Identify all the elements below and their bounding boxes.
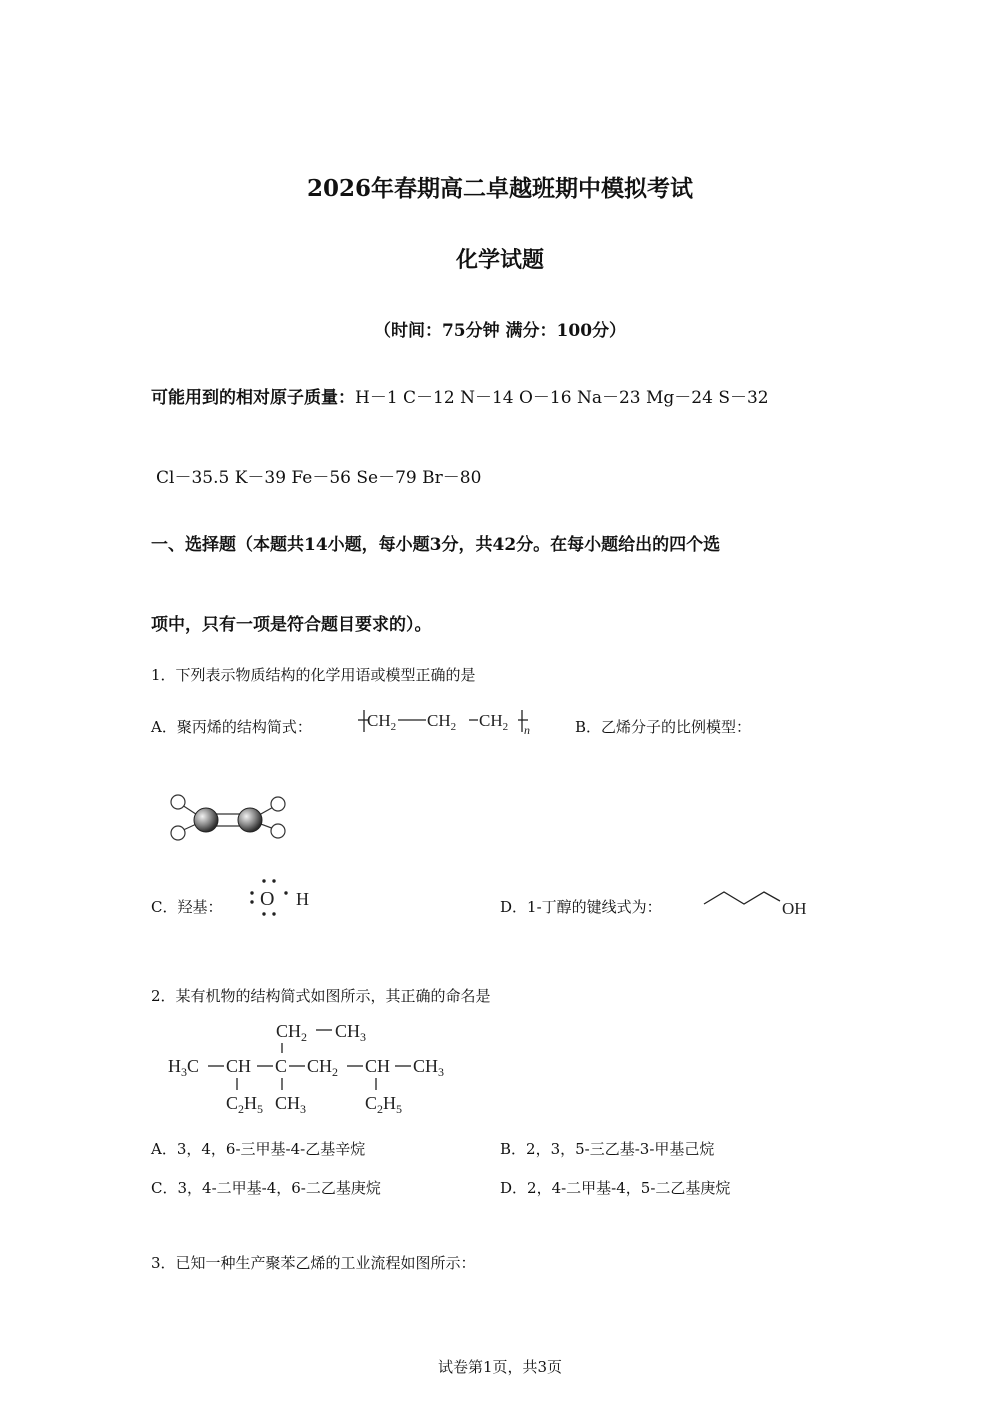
page-footer: 试卷第1页，共3页 — [437, 1358, 563, 1376]
svg-text:CH2: $CH_2$ — [479, 711, 509, 733]
q1-stem: 1．下列表示物质结构的化学用语或模型正确的是 — [151, 666, 476, 684]
q2-structural-formula — [160, 1012, 470, 1124]
svg-text:CH3: $CH_3$ — [275, 1093, 307, 1116]
section-heading-line-1: 一、选择题（本题共14小题，每小题3分，共42分。在每小题给出的四个选 — [151, 535, 721, 555]
q1-option-c: C．羟基： — [151, 898, 223, 916]
q2-option-d: D．2，4-二甲基-4，5-二乙基庚烷 — [500, 1179, 731, 1197]
q2-option-a: A．3，4，6-三甲基-4-乙基辛烷 — [151, 1140, 366, 1158]
svg-text:CH3: $CH_3$ — [335, 1021, 367, 1044]
q1-option-d: D．1-丁醇的键线式为： — [500, 898, 662, 916]
atomic-mass-line-1 — [151, 383, 769, 408]
ethylene-ball-model — [163, 790, 293, 850]
section-heading-line-2: 项中，只有一项是符合题目要求的）。 — [151, 615, 432, 635]
atomic-mass-label: 可能用到的相对原子质量： — [151, 388, 355, 408]
svg-text:H: H — [296, 889, 309, 909]
svg-text:CH2: $CH_2$ — [276, 1021, 308, 1044]
svg-text:C2H5: $C_2H_5$ — [365, 1093, 403, 1116]
svg-text:CH2: $CH_2$ — [367, 711, 397, 733]
svg-text:C2H5: $C_2H_5$ — [226, 1093, 264, 1116]
atomic-mass-values-1: H－1 C－12 N－14 O－16 Na－23 Mg－24 S－32 — [355, 388, 769, 408]
q2-option-c: C．3，4-二甲基-4，6-二乙基庚烷 — [151, 1179, 381, 1197]
q2-stem: 2．某有机物的结构简式如图所示，其正确的命名是 — [151, 987, 491, 1005]
q2-option-b: B．2，3，5-三乙基-3-甲基己烷 — [500, 1140, 715, 1158]
svg-text:CH2: $CH_2$ — [427, 711, 457, 733]
q1-option-a: A．聚丙烯的结构简式： — [151, 718, 312, 736]
hydroxyl-electron-dot — [246, 876, 322, 920]
q1-option-b: B．乙烯分子的比例模型： — [575, 718, 752, 736]
q1-a-polypropylene-formula — [354, 704, 539, 740]
svg-text:n: n — [524, 723, 530, 737]
svg-text:CH: CH — [226, 1056, 252, 1076]
q3-stem: 3．已知一种生产聚苯乙烯的工业流程如图所示： — [151, 1254, 476, 1272]
svg-text:CH2: $CH_2$ — [307, 1056, 339, 1079]
butanol-skeletal-formula — [700, 884, 820, 920]
svg-text:OH: OH — [782, 899, 807, 918]
svg-text:CH3: $CH_3$ — [413, 1056, 445, 1079]
svg-text:CH: CH — [365, 1056, 391, 1076]
exam-title: 2026年春期高二卓越班期中模拟考试 — [306, 175, 693, 202]
svg-text:O: O — [260, 888, 275, 910]
svg-text:H3C: $H_3C$ — [168, 1056, 200, 1079]
exam-subtitle: 化学试题 — [455, 247, 544, 273]
svg-text:C: C — [275, 1056, 288, 1076]
time-info: （时间：75分钟 满分：100分） — [373, 321, 627, 341]
atomic-mass-values-2: Cl－35.5 K－39 Fe－56 Se－79 Br－80 — [156, 468, 482, 488]
